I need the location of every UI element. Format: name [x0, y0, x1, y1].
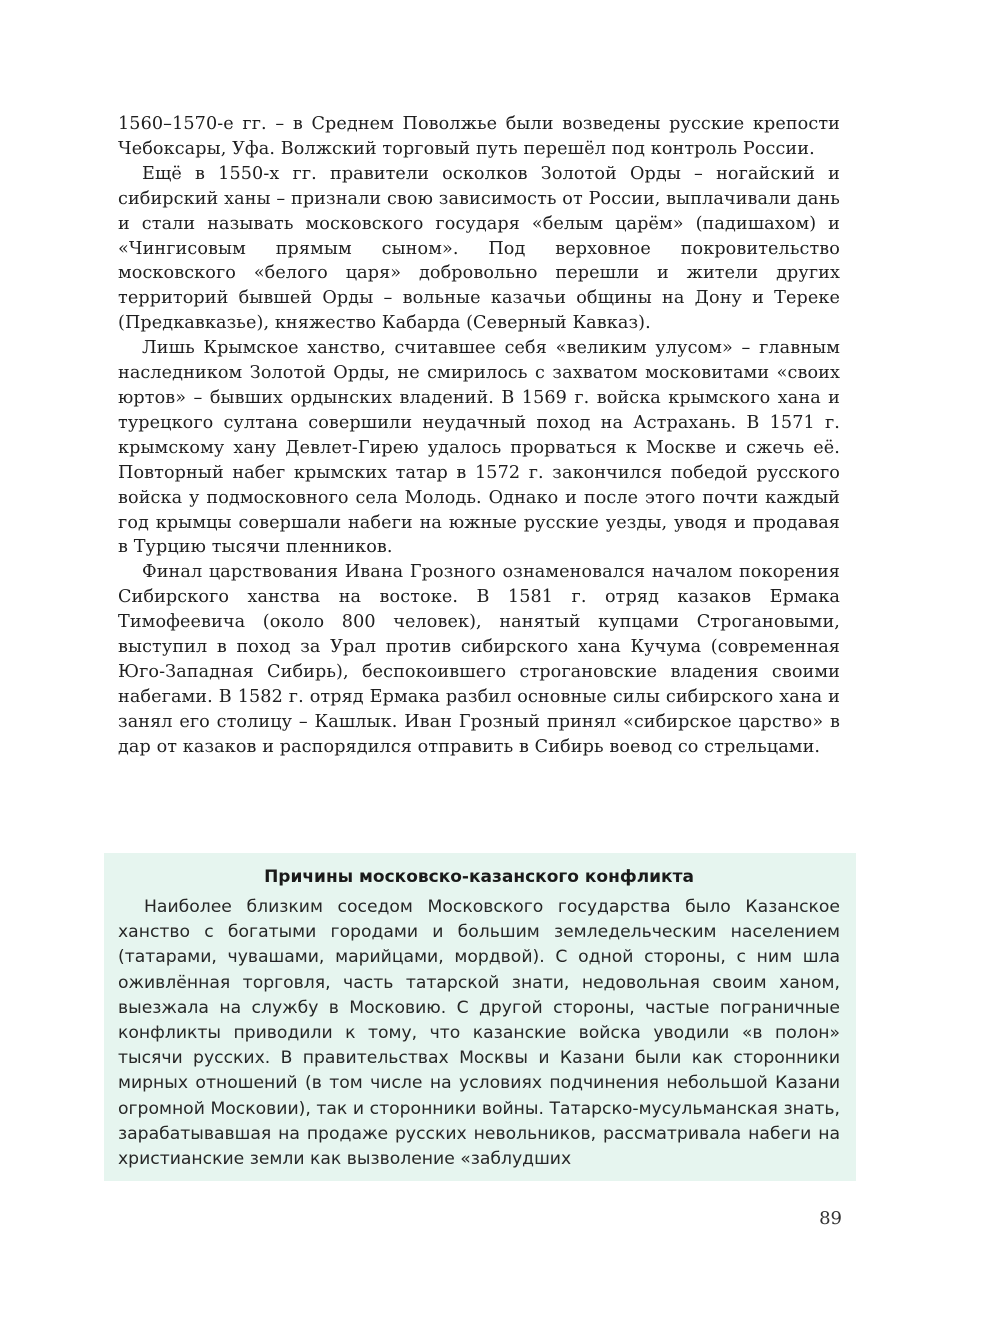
paragraph-2: Ещё в 1550-х гг. правители осколков Золотой Орды – ногайский и сибирский ханы – признали свою зависимость от России, выплачивали дань и стали называть московского государя «белым царём» (падишахом) и «Чингисовым прямым сыном». Под верховное покровительство московского «белого царя» добровольно перешли и жители других территорий бывшей Орды – вольные казачьи общины на Дону и Тереке (Предкавказье), княжество Кабарда (Северный Кавказ).	[118, 163, 840, 334]
sidebar-box-text: Наиболее близким соседом Московского государства было Казанское ханство с богатыми городами и большим земледельческим населением (татарами, чувашами, марийцами, мордвой). С одной стороны, с ним шла оживлённая торговля, часть татарской знати, недовольная своим ханом, выезжала на службу в Московию. С другой стороны, частые пограничные конфликты приводили к тому, что казанские войска уводили «в полон» тысячи русских. В правительствах Москвы и Казани были как сторонники мирных отношений (в том числе на условиях подчинения небольшой Казани огромной Московии), так и сторонники войны. Татарско-мусульманская знать, зарабатывавшая на продаже русских невольников, рассматривала набеги на христианские земли как вызволение «заблудших	[118, 897, 840, 1170]
sidebar-box-title: Причины московско-казанского конфликта	[264, 867, 694, 887]
paragraph-3: Лишь Крымское ханство, считавшее себя «великим улусом» – главным наследником Золотой Орды, не смирилось с захватом московитами «своих юртов» – бывших ордынских владений. В 1569 г. войска крымского хана и турецкого султана совершили неудачный поход на Астрахань. В 1571 г. крымскому хану Девлет-Гирею удалось прорваться к Москве и сжечь её. Повторный набег крымских татар в 1572 г. закончился победой русского войска у подмосковного села Молодь. Однако и после этого почти каждый год крымцы совершали набеги на южные русские уезды, уводя и продавая в Турцию тысячи пленников.	[118, 338, 840, 558]
paragraph-4: Финал царствования Ивана Грозного ознаменовался началом покорения Сибирского ханства на востоке. В 1581 г. отряд казаков Ермака Тимофеевича (около 800 человек), нанятый купцами Строгановыми, выступил в поход за Урал против сибирского хана Кучума (современная Юго-Западная Сибирь), беспокоившего строгановские владения своими набегами. В 1582 г. отряд Ермака разбил основные силы сибирского хана и занял его столицу – Кашлык. Иван Грозный принял «сибирское царство» в дар от казаков и распорядился отправить в Сибирь воевод со стрельцами.	[118, 562, 840, 757]
main-text	[118, 112, 840, 760]
paragraph-1: 1560–1570-е гг. – в Среднем Поволжье были возведены русские крепости Чебоксары, Уфа. Волжский торговый путь перешёл под контроль России.	[118, 114, 840, 159]
sidebar-box	[104, 853, 856, 1181]
sidebar-box-content	[118, 853, 840, 1172]
page-number: 89	[819, 1208, 842, 1229]
